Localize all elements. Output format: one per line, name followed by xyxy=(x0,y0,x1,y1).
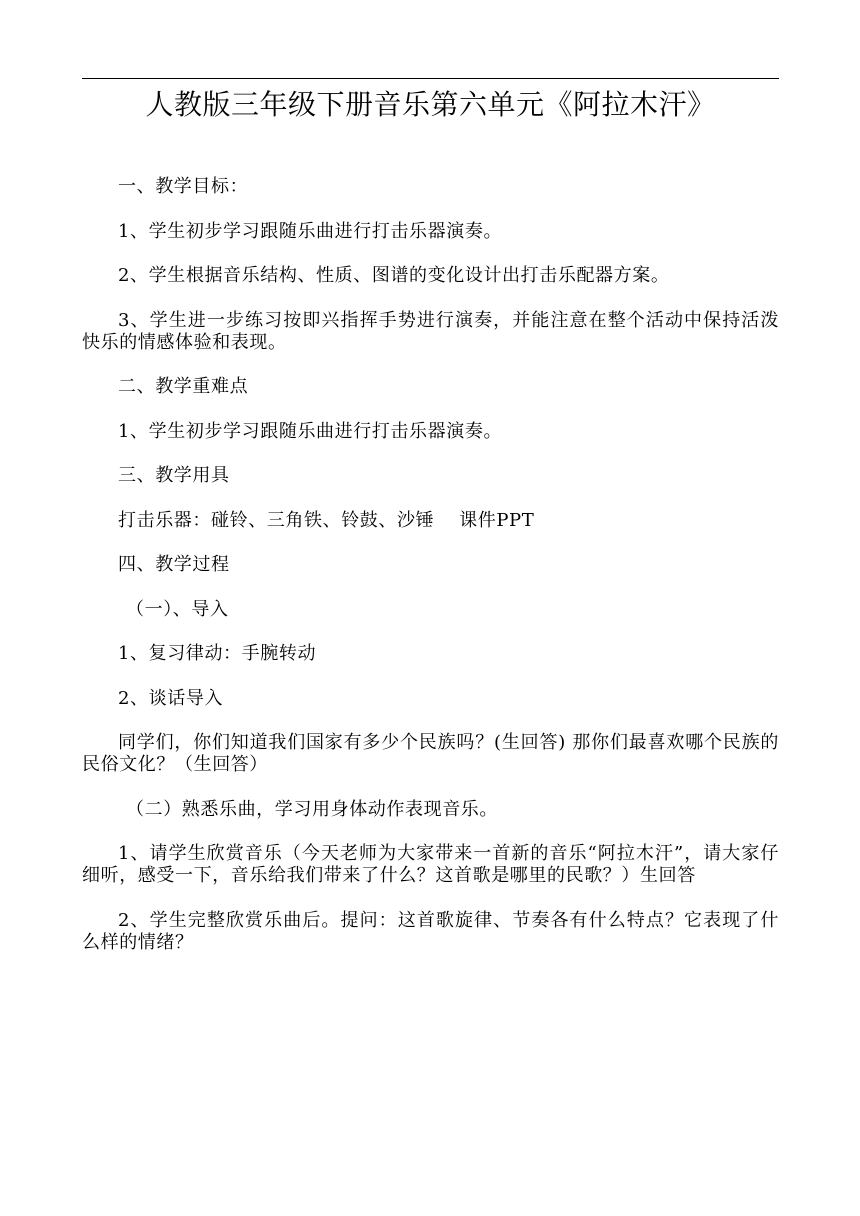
document-body xyxy=(82,176,779,976)
section-heading-key-points: 二、教学重难点 xyxy=(118,376,249,397)
section-heading-tools: 三、教学用具 xyxy=(118,465,230,486)
section-heading-process: 四、教学过程 xyxy=(118,554,230,575)
key-point-item-1: 1、学生初步学习跟随乐曲进行打击乐器演奏。 xyxy=(118,420,503,442)
intro-item-2: 2、谈话导入 xyxy=(118,687,224,709)
subsection-heading-familiarize: （二）熟悉乐曲，学习用身体动作表现音乐。 xyxy=(126,798,498,820)
subsection-heading-intro: （一）、导入 xyxy=(126,598,229,620)
document-title: 人教版三年级下册音乐第六单元《阿拉木汗》 xyxy=(145,88,716,121)
intro-item-1: 1、复习律动：手腕转动 xyxy=(118,643,317,664)
tools-list: 打击乐器：碰铃、三角铁、铃鼓、沙锤 课件PPT xyxy=(118,509,535,531)
section-heading-objectives: 一、教学目标： xyxy=(118,176,249,197)
objective-item-2: 2、学生根据音乐结构、性质、图谱的变化设计出打击乐配器方案。 xyxy=(118,265,670,286)
header-rule xyxy=(82,78,779,79)
intro-dialogue: 同学们，你们知道我们国家有多少个民族吗？(生回答) 那你们最喜欢哪个民族的民俗文化？（生回答） xyxy=(82,732,779,775)
familiarize-item-2: 2、学生完整欣赏乐曲后。提问：这首歌旋律、节奏各有什么特点？它表现了什么样的情绪？ xyxy=(82,909,779,953)
objective-item-3: 3、学生进一步练习按即兴指挥手势进行演奏，并能注意在整个活动中保持活泼快乐的情感体验和表现。 xyxy=(82,309,779,353)
familiarize-item-1: 1、请学生欣赏音乐（今天老师为大家带来一首新的音乐“阿拉木汗”，请大家仔细听，感受一下，音乐给我们带来了什么？这首歌是哪里的民歌？）生回答 xyxy=(82,843,779,886)
objective-item-1: 1、学生初步学习跟随乐曲进行打击乐器演奏。 xyxy=(118,220,503,242)
